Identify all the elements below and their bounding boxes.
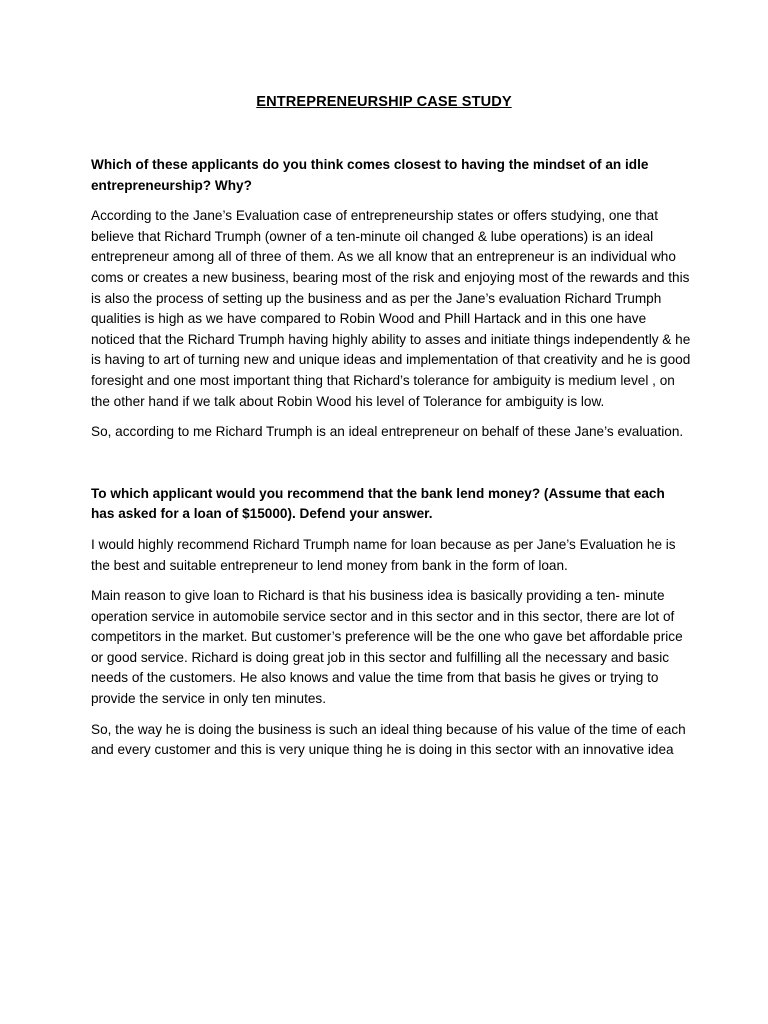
answer-paragraph: So, the way he is doing the business is such an ideal thing because of his value of the time of each and every customer and this is very unique thing he is doing in this sector with an innovative idea	[91, 721, 686, 758]
answer-paragraph: I would highly recommend Richard Trumph name for loan because as per Jane’s Evaluation he is the best and suitable entrepreneur to lend money from bank in the form of loan.	[91, 536, 676, 573]
answer-paragraph: So, according to me Richard Trumph is an ideal entrepreneur on behalf of these Jane’s evaluation.	[91, 424, 684, 440]
document-title: ENTREPRENEURSHIP CASE STUDY	[256, 94, 512, 110]
section-spacer	[91, 453, 691, 484]
question-heading: Which of these applicants do you think comes closest to having the mindset of an idle entrepreneurship? Why?	[91, 157, 649, 193]
question-heading: To which applicant would you recommend that the bank lend money? (Assume that each has asked for a loan of $15000). Defend your answer.	[91, 485, 665, 522]
document-body	[91, 155, 691, 771]
answer-paragraph: According to the Jane’s Evaluation case of entrepreneurship states or offers studying, one that believe that Richard Trumph (owner of a ten-minute oil changed & lube operations) is an ideal entrepreneur among all of three of them. As we all know that an entrepreneur is an individual who coms or creates a new business, bearing most of the risk and enjoying most of the rewards and this is also the process of setting up the business and as per the Jane’s evaluation Richard Trumph qualities is high as we have compared to Robin Wood and Phill Hartack and in this one have noticed that the Richard Trumph having highly ability to asses and initiate things independently & he is having to art of turning new and unique ideas and implementation of that creativity and he is good foresight and one most important thing that Richard’s tolerance for ambiguity is medium level , on the other hand if we talk about Robin Wood his level of Tolerance for ambiguity is low.	[91, 208, 691, 409]
answer-paragraph: Main reason to give loan to Richard is that his business idea is basically providing a ten- minute operation service in automobile service sector and in this sector and in this sector, there are lot of competitors in the market. But customer’s preference will be the one who gave bet affordable price or good service. Richard is doing great job in this sector and fulfilling all the necessary and basic needs of the customers. He also knows and value the time from that basis he gives or trying to provide the service in only ten minutes.	[91, 588, 683, 707]
